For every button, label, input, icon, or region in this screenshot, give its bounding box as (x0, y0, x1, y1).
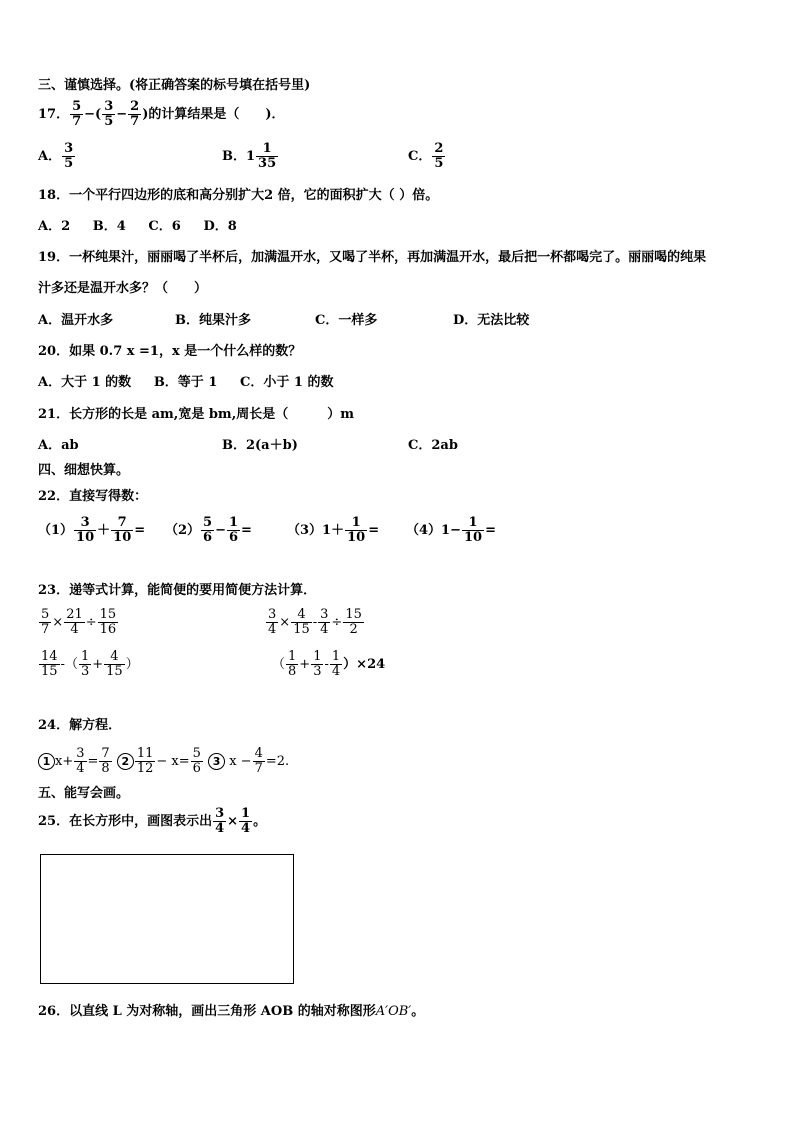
drawing-rectangle (40, 854, 294, 984)
question-21: 21．长方形的长是 am,宽是 bm,周长是（ ）m (38, 407, 354, 422)
q20-options: A．大于 1 的数 B．等于 1 C．小于 1 的数 (38, 375, 334, 390)
q19-option-a: A．温开水多 (38, 313, 114, 328)
circled-number-3: 3 (208, 753, 225, 770)
question-20: 20．如果 0.7 x =1，x 是一个什么样的数？ (38, 344, 302, 359)
q17-option-a: A． $\frac{3}{5}$ (38, 141, 74, 171)
question-23: 23．递等式计算，能简便的要用简便方法计算． (38, 583, 317, 598)
q18-options: A．2 B．4 C．6 D．8 (38, 219, 237, 234)
question-19-line2: 汁多还是温开水多？（ ） (38, 281, 208, 296)
q17-option-c: C． $\frac{2}{5}$ (408, 141, 444, 171)
section-5-title: 五、能写会画。 (38, 786, 130, 801)
section-3-title: 三、谨慎选择。(将正确答案的标号填在括号里) (38, 78, 311, 93)
q22-part-4: （4）1− $\frac{1}{10}$ = (406, 515, 496, 545)
q19-option-d: D．无法比较 (453, 313, 530, 328)
question-19-line1: 19．一杯纯果汁，丽丽喝了半杯后，加满温开水，又喝了半杯，再加满温开水，最后把一杯都喝完了。丽丽喝的纯果 (38, 250, 707, 265)
q19-option-b: B．纯果汁多 (175, 313, 251, 328)
question-26: 26．以直线 L 为对称轴，画出三角形 AOB 的轴对称图形A′OB′。 (38, 1004, 425, 1019)
question-22: 22．直接写得数： (38, 489, 148, 504)
section-4-title: 四、细想快算。 (38, 463, 130, 478)
q22-part-1: （1） $\frac{3}{10}$ ＋ $\frac{7}{10}$ = (38, 515, 146, 545)
q22-part-3: （3）1＋ $\frac{1}{10}$ = (287, 515, 380, 545)
q23-expression-2: $\frac{3}{4}$ × $\frac{4}{15}$ - $\frac{3}{4}$ ÷ $\frac{15}{2}$ (268, 607, 362, 637)
q19-option-c: C．一样多 (315, 313, 378, 328)
q21-option-a: A．ab (38, 438, 79, 453)
q23-expression-1: $\frac{5}{7}$ × $\frac{21}{4}$ ÷ $\frac{15}{16}$ (41, 607, 117, 637)
circled-number-2: 2 (117, 753, 134, 770)
q21-option-c: C．2ab (408, 438, 458, 453)
q21-option-b: B．2(a＋b) (222, 438, 298, 453)
question-25: 25．在长方形中，画图表示出 $\frac{3}{4}$ × $\frac{1}{4}$ 。 (38, 806, 267, 836)
q23-expression-4: （ $\frac{1}{8}$ + $\frac{1}{3}$ - $\frac{1}{4}$ ）×24 (272, 649, 386, 679)
circled-number-1: 1 (38, 753, 55, 770)
q17-option-b: B．1 $\frac{1}{35}$ (222, 141, 277, 171)
question-24: 24．解方程． (38, 718, 122, 733)
q24-equations: 1 x+ $\frac{3}{4}$ = $\frac{7}{8}$ 2 $\frac{11}{12}$ − x= $\frac{5}{6}$ 3 x − $\frac{4}{7}$ =2. (38, 747, 289, 776)
q23-expression-3: $\frac{14}{15}$ -（ $\frac{1}{3}$ + $\frac{4}{15}$ ） (41, 649, 139, 679)
question-17: 17． $\frac{5}{7}$ −( $\frac{3}{5}$ − $\frac{2}{7}$ )的计算结果是（ )． (38, 99, 285, 129)
question-18: 18．一个平行四边形的底和高分别扩大2 倍，它的面积扩大（ ）倍。 (38, 188, 439, 203)
q22-part-2: （2） $\frac{5}{6}$ − $\frac{1}{6}$ = (165, 515, 252, 545)
